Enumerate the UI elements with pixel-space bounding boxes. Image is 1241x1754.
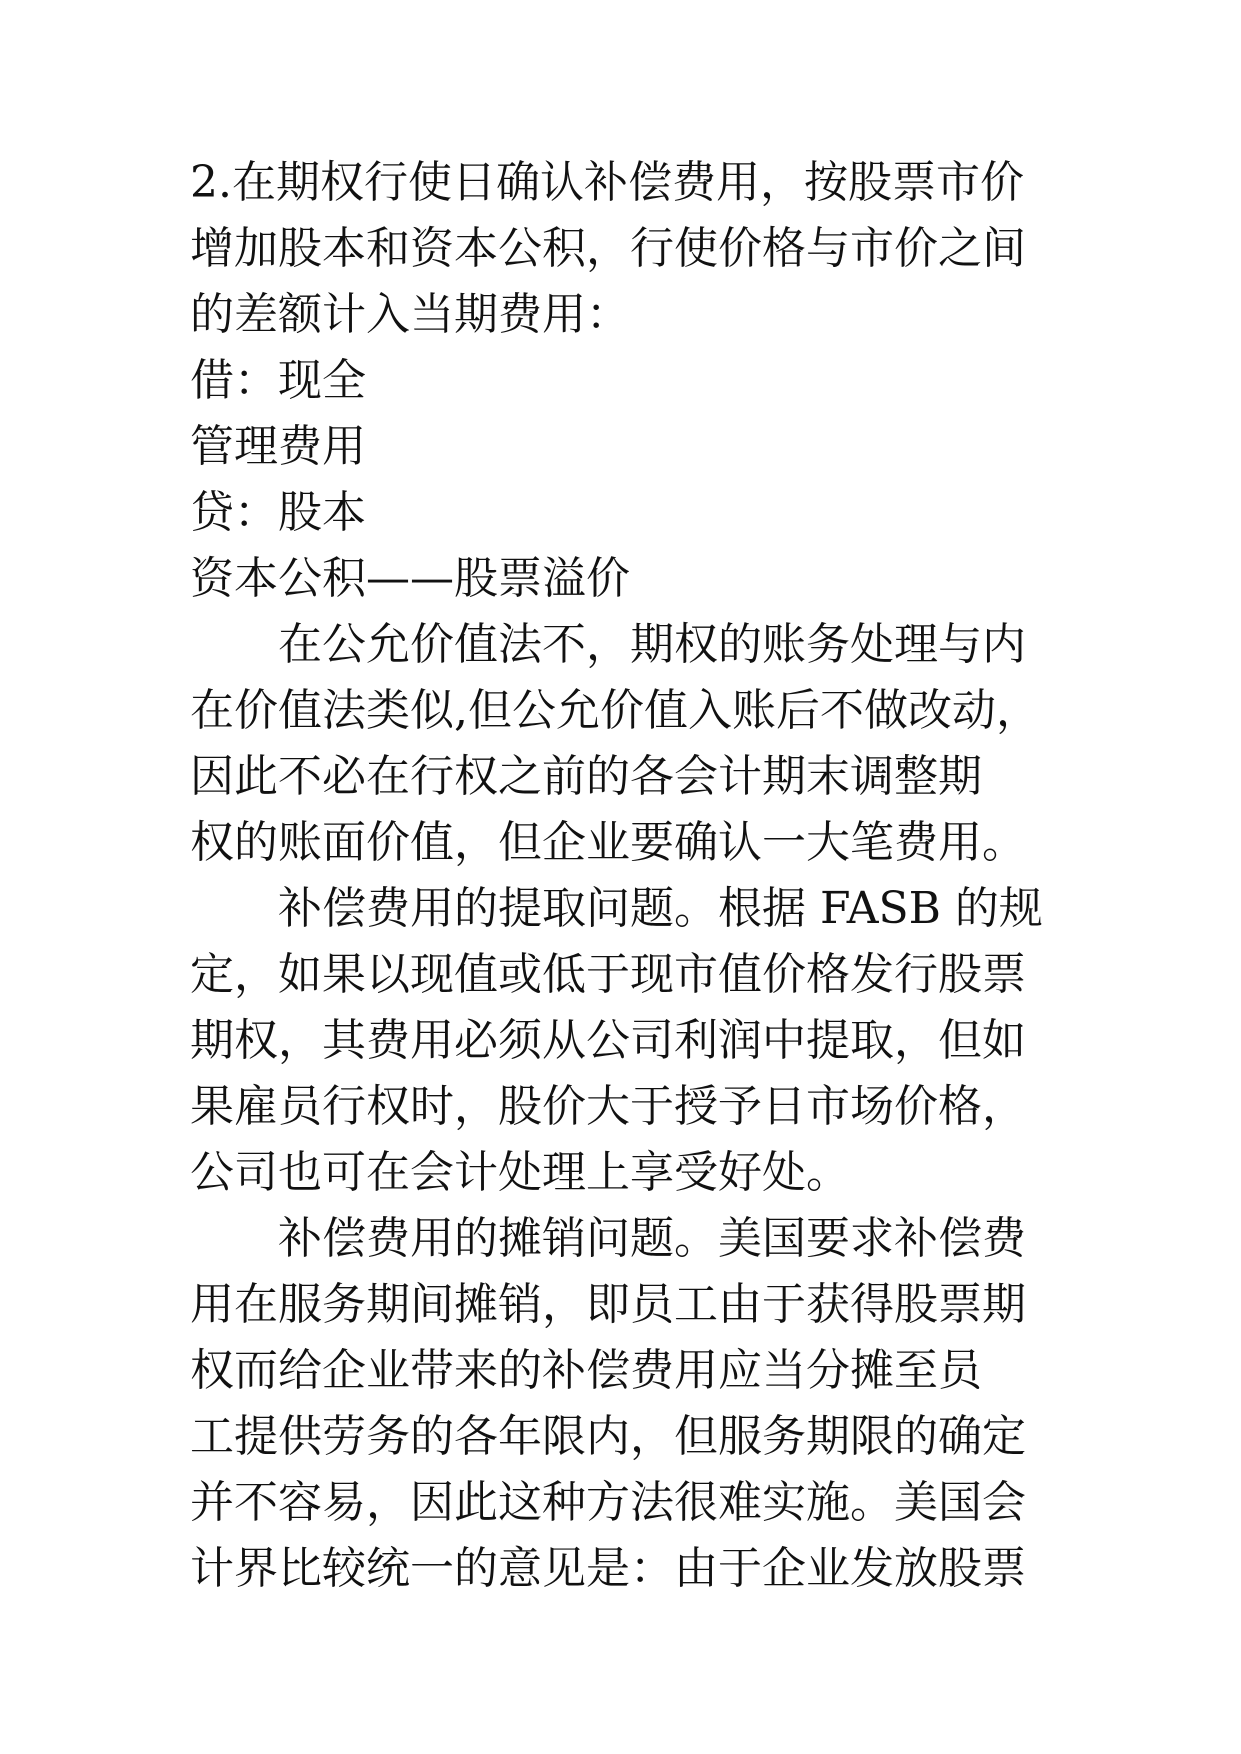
text-line: 用在服务期间摊销，即员工由于获得股票期	[190, 1279, 1026, 1330]
text-line: 果雇员行权时，股价大于授予日市场价格，	[190, 1081, 1026, 1132]
paragraph-start: 补偿费用的提取问题。根据 FASB 的规	[278, 883, 1043, 934]
text-line: 增加股本和资本公积，行使价格与市价之间	[190, 223, 1026, 274]
document-body	[190, 150, 1090, 1602]
paragraph-start: 补偿费用的摊销问题。美国要求补偿费	[278, 1213, 1026, 1264]
journal-entry-debit: 借：现全	[190, 355, 366, 406]
text-line: 定，如果以现值或低于现市值价格发行股票	[190, 949, 1026, 1000]
text-line: 公司也可在会计处理上享受好处。	[190, 1147, 850, 1198]
text-line: 的差额计入当期费用：	[190, 289, 630, 340]
paragraph-start: 在公允价值法不，期权的账务处理与内	[278, 619, 1026, 670]
text-line: 权而给企业带来的补偿费用应当分摊至员	[190, 1345, 982, 1396]
text-line: 工提供劳务的各年限内，但服务期限的确定	[190, 1411, 1026, 1462]
text-line: 并不容易，因此这种方法很难实施。美国会	[190, 1477, 1026, 1528]
text-line: 因此不必在行权之前的各会计期末调整期	[190, 751, 982, 802]
journal-entry-line: 管理费用	[190, 421, 366, 472]
journal-entry-line: 资本公积——股票溢价	[190, 553, 630, 604]
text-line: 权的账面价值，但企业要确认一大笔费用。	[190, 817, 1026, 868]
text-line: 在价值法类似,但公允价值入账后不做改动，	[190, 685, 1040, 736]
text-line: 期权，其费用必须从公司利润中提取，但如	[190, 1015, 1026, 1066]
text-line: 2.在期权行使日确认补偿费用，按股票市价	[190, 157, 1024, 208]
text-line: 计界比较统一的意见是：由于企业发放股票	[190, 1543, 1026, 1594]
journal-entry-credit: 贷：股本	[190, 487, 366, 538]
